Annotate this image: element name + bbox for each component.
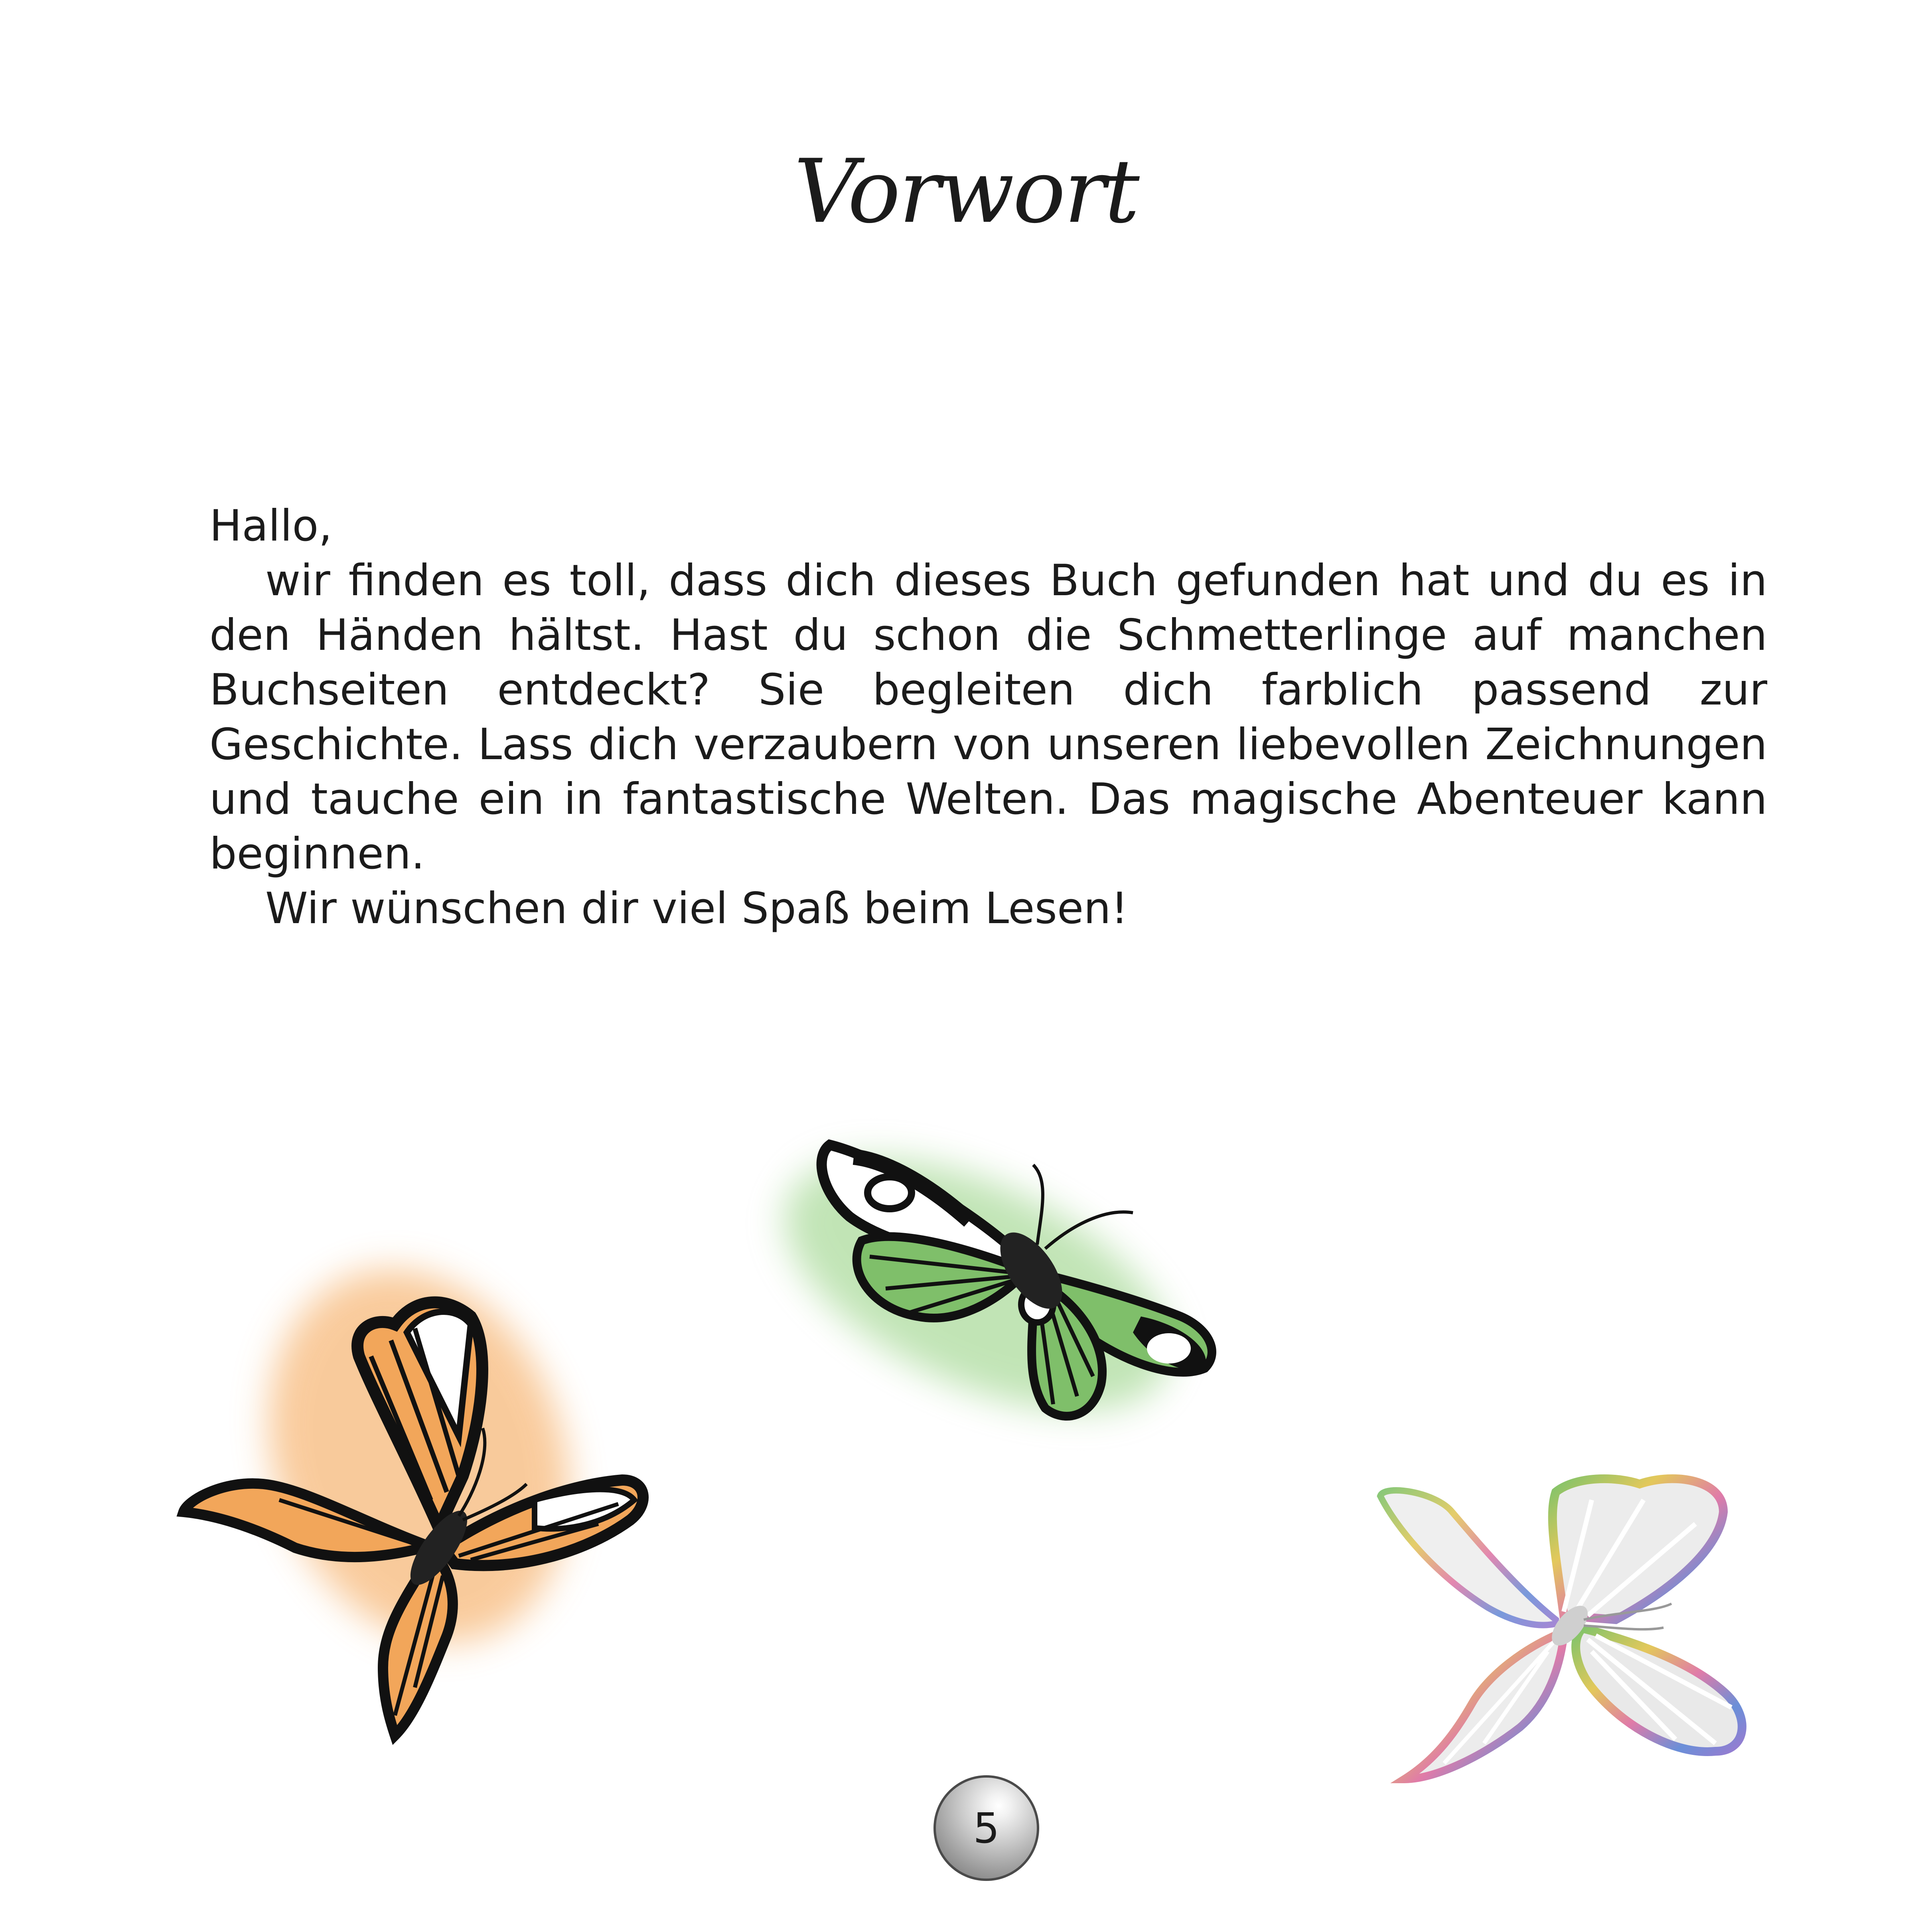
page-number-badge [933,1775,1039,1881]
rainbow-butterfly-icon [1380,1479,1742,1779]
orange-butterfly-icon [184,1227,643,1735]
foreword-paragraph: wir finden es toll, dass dich dieses Buch gefunden hat und du es in den Händen hältst. Hast du schon die Schmetterlinge auf manchen Buchseiten entdeckt? Sie begleiten dich farblich passend zur Geschichte. Lass dich verzaubern von unseren liebevollen Zeichnungen und tauche ein in fantastische Welten. Das magische Abenteuer kann beginnen. [209,556,1767,879]
page-number: 5 [973,1804,1000,1853]
page-title: Vorwort [794,140,1138,243]
salutation: Hallo, [209,501,332,551]
closing-line: Wir wünschen dir viel Spaß beim Lesen! [265,884,1129,933]
green-butterfly-icon [747,1107,1212,1463]
